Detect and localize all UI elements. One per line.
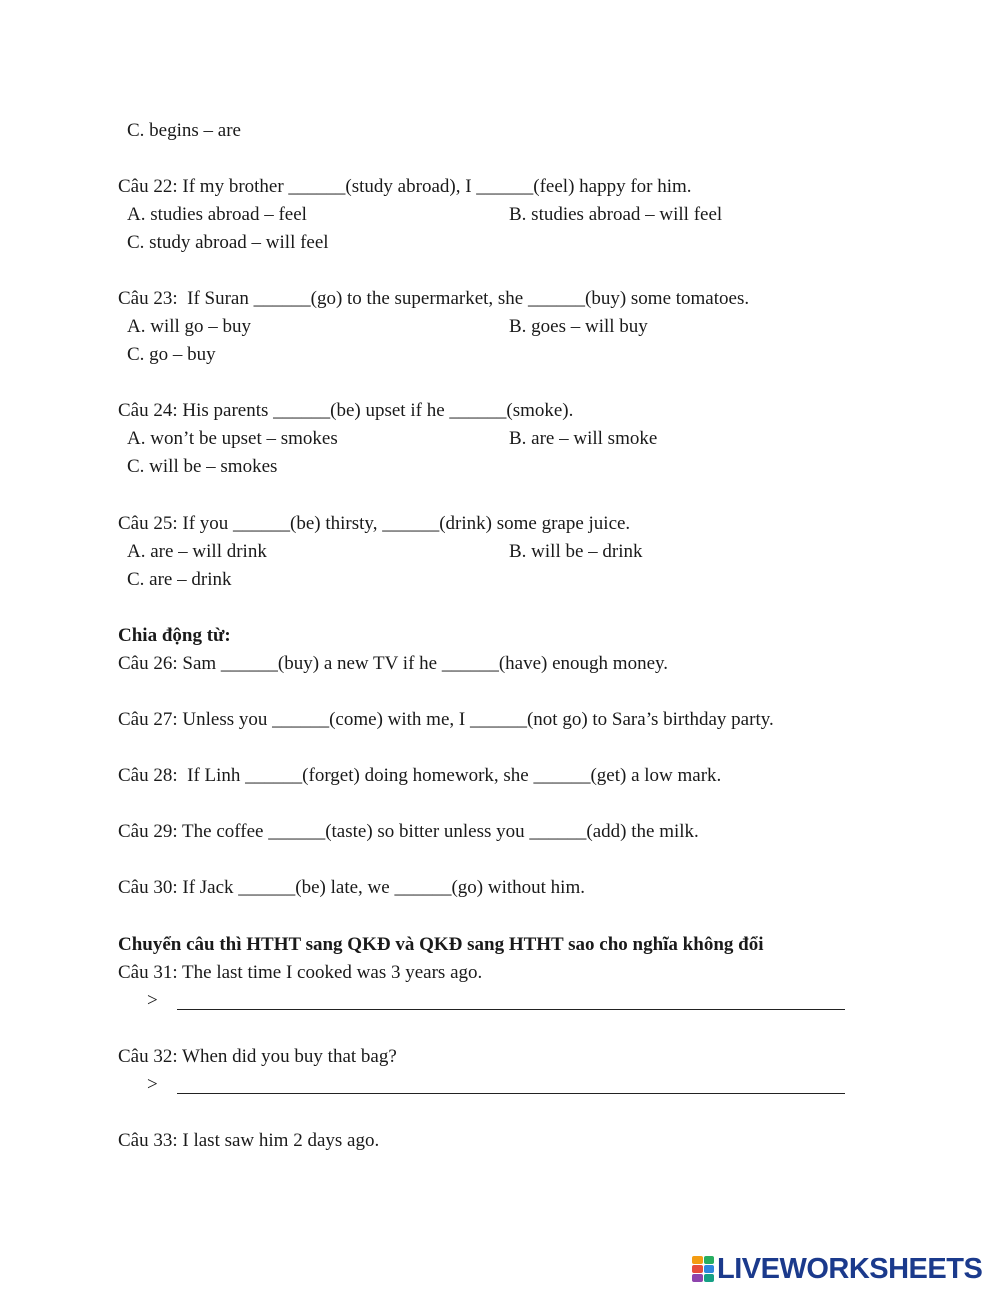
- q32-stem: Câu 32: When did you buy that bag?: [118, 1046, 397, 1067]
- liveworksheets-wordmark: LIVEWORKSHEETS: [717, 1252, 983, 1285]
- q21-option-c: C. begins – are: [127, 120, 241, 141]
- q25-option-b: B. will be – drink: [509, 541, 643, 562]
- q25-option-a: A. are – will drink: [127, 541, 267, 562]
- liveworksheets-tiles-icon: [692, 1256, 714, 1282]
- q31-arrow-icon: >: [147, 990, 158, 1011]
- q31-stem: Câu 31: The last time I cooked was 3 years ago.: [118, 962, 483, 983]
- q31-answer-line[interactable]: [177, 1009, 845, 1010]
- q23-option-a: A. will go – buy: [127, 316, 252, 337]
- q30-stem: Câu 30: If Jack ______(be) late, we ______(go) without him.: [118, 877, 585, 898]
- section-heading-verb-forms: Chia động từ:: [118, 625, 231, 646]
- q32-answer-line[interactable]: [177, 1093, 845, 1094]
- q29-stem: Câu 29: The coffee ______(taste) so bitter unless you ______(add) the milk.: [118, 821, 699, 842]
- q22-option-b: B. studies abroad – will feel: [509, 204, 723, 225]
- q24-option-b: B. are – will smoke: [509, 428, 658, 449]
- q27-stem: Câu 27: Unless you ______(come) with me, I ______(not go) to Sara’s birthday party.: [118, 709, 774, 730]
- q33-stem: Câu 33: I last saw him 2 days ago.: [118, 1130, 380, 1151]
- q25-stem: Câu 25: If you ______(be) thirsty, ______(drink) some grape juice.: [118, 513, 631, 534]
- q22-option-c: C. study abroad – will feel: [127, 232, 329, 253]
- q23-stem: Câu 23: If Suran ______(go) to the supermarket, she ______(buy) some tomatoes.: [118, 288, 750, 309]
- q24-option-a: A. won’t be upset – smokes: [127, 428, 338, 449]
- q22-option-a: A. studies abroad – feel: [127, 204, 307, 225]
- q23-option-b: B. goes – will buy: [509, 316, 648, 337]
- q25-option-c: C. are – drink: [127, 569, 232, 590]
- q22-stem: Câu 22: If my brother ______(study abroad), I ______(feel) happy for him.: [118, 176, 692, 197]
- q24-stem: Câu 24: His parents ______(be) upset if he ______(smoke).: [118, 400, 574, 421]
- q26-stem: Câu 26: Sam ______(buy) a new TV if he ______(have) enough money.: [118, 653, 669, 674]
- section-heading-tense-conversion: Chuyển câu thì HTHT sang QKĐ và QKĐ sang HTHT sao cho nghĩa không đổi: [118, 934, 764, 955]
- liveworksheets-logo: [692, 1254, 982, 1284]
- q24-option-c: C. will be – smokes: [127, 456, 278, 477]
- q32-arrow-icon: >: [147, 1074, 158, 1095]
- q23-option-c: C. go – buy: [127, 344, 216, 365]
- q28-stem: Câu 28: If Linh ______(forget) doing homework, she ______(get) a low mark.: [118, 765, 722, 786]
